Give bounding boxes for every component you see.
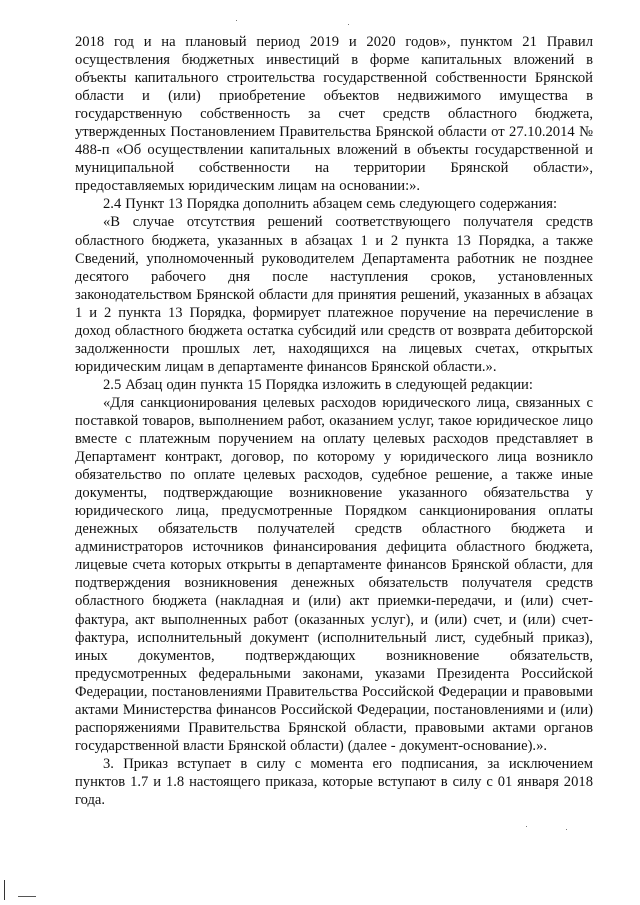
document-page — [75, 33, 593, 809]
paragraph-quote-item-2-4: «В случае отсутствия решений соответствующего получателя средств областного бюджета, указанных в абзацах 1 и 2 пункта 13 Порядка, а также Сведений, уполномоченный руководителем Департамента работник не позднее десятого рабочего дня после наступления сроков, установленных законодательством Брянской области для принятия решений, указанных в абзацах 1 и 2 пункта 13 Порядка, формирует платежное поручение на перечисление в доход областного бюджета остатка субсидий или средств от возврата дебиторской задолженности прошлых лет, находящихся на лицевых счетах, открытых юридическим лицам в департаменте финансов Брянской области.». — [75, 214, 593, 375]
scan-edge-mark — [18, 896, 36, 897]
paragraph-quote-item-2-5: «Для санкционирования целевых расходов юридического лица, связанных с поставкой товаров, выполнением работ, оказанием услуг, такое юридическое лицо вместе с платежным поручением на оплату целевых расходов представляет в Департамент контракт, договор, по которому у юридического лица возникло обязательство по оплате целевых расходов, судебное решение, а также иные документы, подтверждающие возникновение указанного обязательства у юридического лица, предусмотренные Порядком санкционирования оплаты денежных обязательств получателей средств областного бюджета и администраторов источников финансирования дефицита областного бюджета, лицевые счета которых открыты в департаменте финансов Брянской области, для подтверждения возникновения денежных обязательств получателя средств областного бюджета (накладная и (или) акт приемки-передачи, и (или) счет-фактура, акт выполненных работ (оказанных услуг), и (или) счет, и (или) счет-фактура, исполнительный документ (исполнительный лист, судебный приказ), иных документов, подтверждающих возникновение обязательств, предусмотренных федеральными законами, указами Президента Российской Федерации, постановлениями Правительства Российской Федерации и правовыми актами Министерства финансов Российской Федерации, постановлениями и (или) распоряжениями Правительства Брянской области, правовыми актами органов государственной власти Брянской области) (далее - документ-основание).». — [75, 394, 593, 754]
scan-edge-mark — [4, 880, 5, 900]
scan-speck — [526, 826, 527, 827]
scan-speck — [566, 829, 567, 830]
paragraph-item-3: 3. Приказ вступает в силу с момента его подписания, за исключением пунктов 1.7 и 1.8 настоящего приказа, которые вступают в силу с 01 января 2018 года. — [75, 755, 593, 808]
paragraph-item-2-5: 2.5 Абзац один пункта 15 Порядка изложить в следующей редакции: — [103, 376, 533, 393]
scan-speck — [348, 24, 349, 25]
scan-speck — [236, 20, 237, 21]
paragraph-continuation: 2018 год и на плановый период 2019 и 2020 годов», пунктом 21 Правил осуществления бюджетных инвестиций в форме капитальных вложений в объекты капитального строительства государственной собственности Брянской области и (или) приобретение объектов недвижимого имущества в государственную собственность за счет средств областного бюджета, утвержденных Постановлением Правительства Брянской области от 27.10.2014 № 488-п «Об осуществлении капитальных вложений в объекты государственной и муниципальной собственности на территории Брянской области», предоставляемых юридическим лицам на основании:». — [75, 34, 593, 195]
paragraph-item-2-4: 2.4 Пункт 13 Порядка дополнить абзацем семь следующего содержания: — [103, 196, 558, 213]
